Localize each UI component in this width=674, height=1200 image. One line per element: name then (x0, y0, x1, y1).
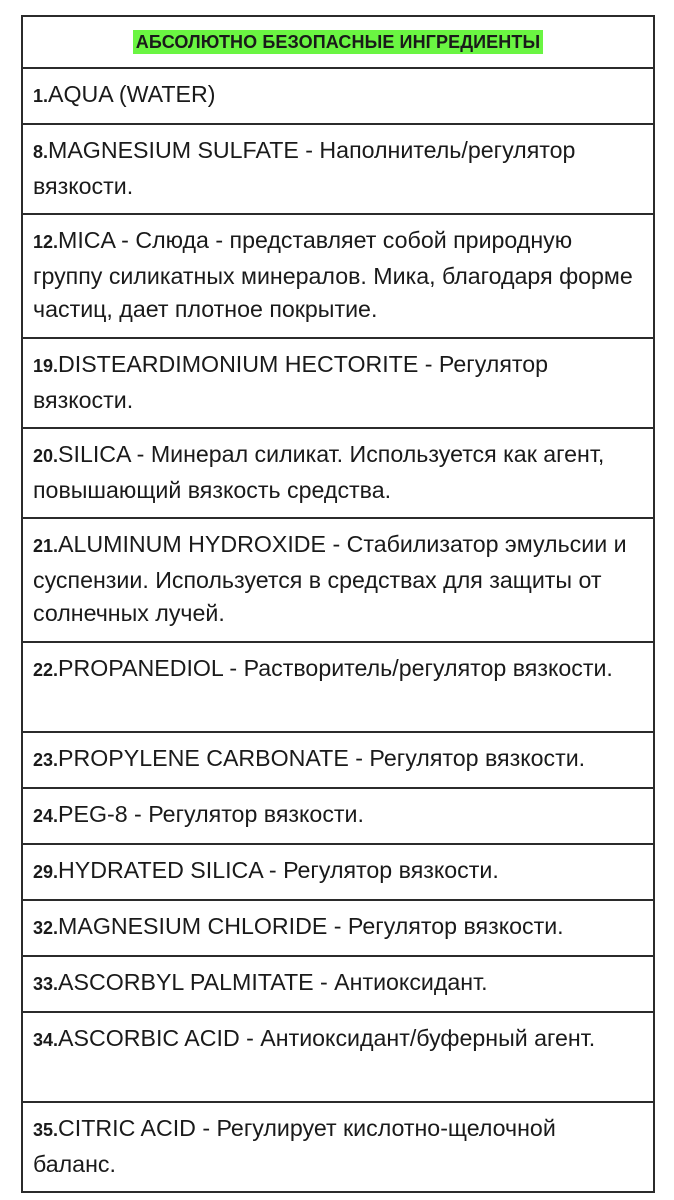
item-text: CITRIC ACID - Регулирует кислотно-щелочной баланс. (33, 1115, 556, 1177)
item-number: 35. (33, 1120, 59, 1140)
item-text: ASCORBIC ACID - Антиоксидант/буферный агент. (58, 1025, 596, 1051)
table-header (23, 17, 653, 67)
item-text: AQUA (WATER) (48, 81, 216, 107)
table-row (23, 641, 653, 731)
table-row (23, 517, 653, 641)
table-row (23, 843, 653, 899)
item-number: 34. (33, 1030, 59, 1050)
item-number: 21. (33, 536, 59, 556)
item-number: 22. (33, 660, 59, 680)
item-text: SILICA - Минерал силикат. Используется как агент, повышающий вязкость средства. (33, 441, 605, 503)
table-row (23, 67, 653, 123)
item-number: 32. (33, 918, 59, 938)
header-title: АБСОЛЮТНО БЕЗОПАСНЫЕ ИНГРЕДИЕНТЫ (133, 30, 543, 54)
item-text: HYDRATED SILICA - Регулятор вязкости. (58, 857, 499, 883)
item-number: 1. (33, 86, 49, 106)
item-number: 24. (33, 806, 59, 826)
item-text: PEG-8 - Регулятор вязкости. (58, 801, 364, 827)
table-row (23, 213, 653, 337)
item-number: 23. (33, 750, 59, 770)
item-number: 33. (33, 974, 59, 994)
table-row (23, 899, 653, 955)
table-row (23, 787, 653, 843)
table-row (23, 337, 653, 427)
item-text: PROPANEDIOL - Растворитель/регулятор вязкости. (58, 655, 613, 681)
item-number: 12. (33, 232, 59, 252)
item-text: PROPYLENE CARBONATE - Регулятор вязкости. (58, 745, 586, 771)
table-row (23, 955, 653, 1011)
item-text: DISTEARDIMONIUM HECTORITE - Регулятор вязкости. (33, 351, 549, 413)
table-row (23, 1101, 653, 1191)
item-number: 29. (33, 862, 59, 882)
item-number: 8. (33, 142, 49, 162)
item-text: MICA - Слюда - представляет собой природную группу силикатных минералов. Мика, благодаря форме частиц, дает плотное покрытие. (33, 227, 633, 322)
item-text: MAGNESIUM CHLORIDE - Регулятор вязкости. (58, 913, 564, 939)
table-row (23, 1011, 653, 1101)
item-text: MAGNESIUM SULFATE - Наполнитель/регулятор вязкости. (33, 137, 576, 199)
table-row (23, 123, 653, 213)
table-row (23, 427, 653, 517)
item-number: 20. (33, 446, 59, 466)
item-number: 19. (33, 356, 59, 376)
item-text: ASCORBYL PALMITATE - Антиоксидант. (58, 969, 488, 995)
table-row (23, 731, 653, 787)
ingredients-table (21, 15, 655, 1193)
item-text: ALUMINUM HYDROXIDE - Стабилизатор эмульсии и суспензии. Используется в средствах для защиты от солнечных лучей. (33, 531, 627, 626)
